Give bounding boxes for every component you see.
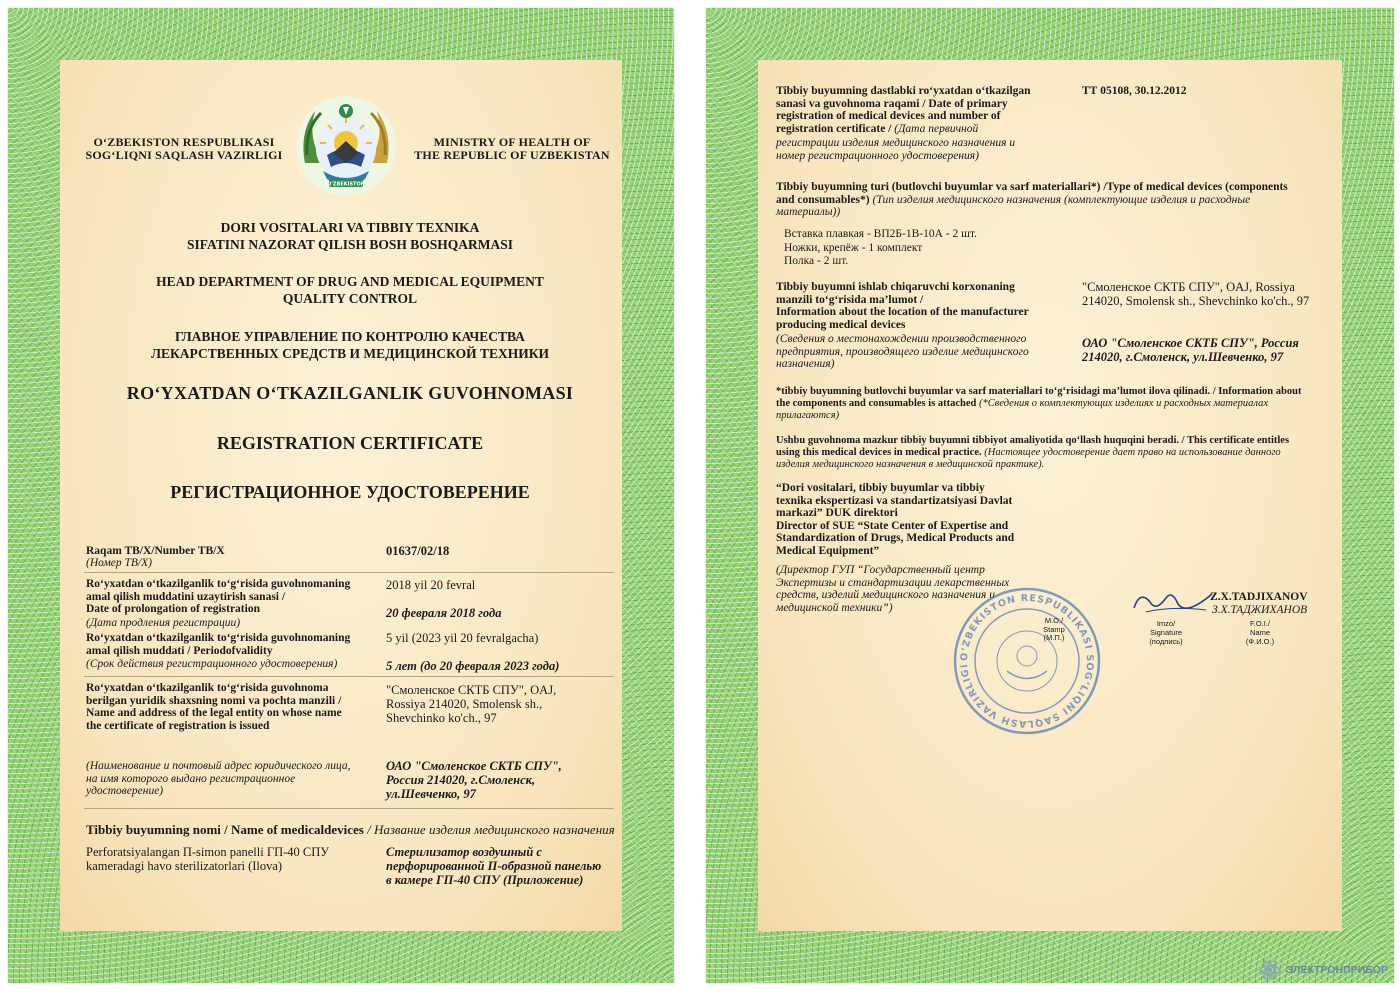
device-name-uz-line: kameradagi havo sterilizatorlari (Ilova) [86, 859, 283, 873]
header-right-line: THE REPUBLIC OF UZBEKISTAN [414, 148, 610, 162]
official-stamp-icon [952, 586, 1102, 736]
director-ru-line: (Директор ГУП “Государственный центр [776, 564, 985, 576]
signature-caption [1141, 619, 1191, 646]
title-uz: RO‘YXATDAN O‘TKAZILGANLIK GUVOHNOMASI [126, 383, 574, 403]
manufacturer-value [1082, 280, 1332, 308]
prolong-value-ru: 20 февраля 2018 года [386, 606, 502, 620]
director-line: Director of SUE “State Center of Expertise and [776, 519, 1009, 532]
manufacturer-label-line: Tibbiy buyumni ishlab chiqaruvchi korxonaning [776, 281, 1015, 293]
entity-label-ru [86, 760, 376, 798]
header-left-line: SOG‘LIQNI SAQLASH VAZIRLIGI [85, 148, 283, 162]
note-line: the components and consumables is attached [776, 398, 977, 409]
entity-value [386, 683, 606, 725]
device-name-ru-line: перфорированной П-образной панелью [386, 859, 602, 873]
number-label: Raqam TB/X/Number TB/X [86, 545, 225, 557]
entity-value-line: "Смоленское СКТБ СПУ", OAJ, [386, 683, 557, 697]
director-ru-line: Экспертизы и стандартизации лекарственных [776, 576, 1010, 589]
manufacturer-label-line: producing medical devices [776, 318, 906, 331]
header-left-line: O‘ZBEKISTON RESPUBLIKASI [93, 135, 275, 149]
director-ru-line: медицинской техники”) [776, 601, 893, 614]
device-heading-text: Tibbiy buyumning nomi / Name of medicaldevices [86, 822, 364, 837]
stamp-caption [1034, 617, 1074, 643]
dept-ru-line: ЛЕКАРСТВЕННЫХ СРЕДСТВ И МЕДИЦИНСКОЙ ТЕХНИКИ [150, 346, 550, 361]
validity-label [86, 632, 376, 657]
device-heading-ru: / Название изделия медицинского назначения [367, 822, 615, 837]
list-item: Вставка плавкая - ВП2Б-1В-10А - 2 шт. [784, 228, 977, 240]
note-line: using this medical devices in medical practice. [776, 447, 982, 458]
note-ru: прилагаются) [776, 410, 840, 421]
list-item: Полка - 2 шт. [784, 255, 849, 267]
manufacturer-label [776, 281, 1066, 331]
validity-value: 5 yil (2023 yil 20 fevralgacha) [386, 631, 539, 645]
watermark-text: ЭЛЕКТРОНПРИБОР [1286, 964, 1388, 976]
list-item: Ножки, крепёж - 1 комплект [784, 241, 923, 254]
entity-value-line: Rossiya 214020, Smolensk sh., [386, 697, 543, 711]
type-label [776, 181, 1316, 219]
primary-label-ru-line: номер регистрационного удостоверения) [776, 149, 979, 162]
name-caption-line: (Ф.И.О.) [1245, 637, 1275, 646]
manufacturer-value-ru-line: 214020, г.Смоленск, ул.Шевченко, 97 [1082, 350, 1284, 364]
entity-label [86, 682, 376, 732]
prolong-value: 2018 yil 20 fevral [386, 578, 476, 592]
manufacturer-value-line: "Смоленское СКТБ СПУ", OAJ, Rossiya [1082, 280, 1295, 294]
manufacturer-label-ru-line: назначения) [776, 358, 835, 371]
manufacturer-label-ru-line: (Сведения о местонахождении производственного [776, 333, 1027, 345]
header-right [412, 136, 612, 162]
title-en: REGISTRATION CERTIFICATE [216, 433, 484, 453]
validity-label-ru: (Срок действия регистрационного удостоверения) [86, 658, 338, 670]
dept-uz-line: DORI VOSITALARI VA TIBBIY TEXNIKA [220, 220, 480, 235]
entity-label-ru-line: (Наименование и почтовый адрес юридического лица, [86, 760, 351, 772]
manufacturer-label-line: manzili to‘g‘risida ma’lumot / [776, 293, 924, 306]
director-ru-line: средств, изделий медицинского назначения и [776, 589, 995, 602]
note-line: *tibbiy buyumning butlovchi buyumlar va sarf materiallari to‘g‘risidagi ma’lumot ilova qilinadi. / Information about [776, 386, 1302, 397]
primary-label-ru: (Дата первичной [894, 122, 979, 135]
signatory-name-ru: З.Х.ТАДЖИХАНОВ [1212, 604, 1308, 616]
signature-caption-line: Signature [1149, 628, 1183, 637]
director-title [776, 482, 1036, 558]
name-caption [1240, 619, 1280, 646]
device-name-ru-line: Стерилизатор воздушный с [386, 845, 542, 859]
manufacturer-label-ru [776, 333, 1066, 371]
director-line: “Dori vositalari, tibbiy buyumlar va tibbiy [776, 482, 985, 494]
director-line: markazi” DUK direktori [776, 507, 898, 520]
director-line: texnika ekspertizasi va standartizatsiyasi Davlat [776, 494, 1013, 507]
dept-ru-line: ГЛАВНОЕ УПРАВЛЕНИЕ ПО КОНТРОЛЮ КАЧЕСТВА [175, 329, 525, 344]
type-label-line: and consumables*) [776, 193, 870, 206]
primary-value: ТТ 05108, 30.12.2012 [1082, 85, 1187, 97]
signature-icon [1126, 582, 1216, 622]
primary-label-ru-block [776, 137, 1076, 162]
entity-label-ru-line: удостоверение) [86, 785, 164, 797]
dept-en-line: QUALITY CONTROL [282, 291, 418, 306]
entity-value-ru-line: Россия 214020, г.Смоленск, [386, 773, 536, 787]
dept-uz-line: SIFATINI NAZORAT QILISH BOSH BOSHQARMASI [186, 237, 514, 252]
stamp-ring-text: O‘ZBEKISTON RESPUBLIKASI SOG‘LIQNI SAQLASH VAZIRLIGI [958, 592, 1096, 730]
validity-label-line: amal qilish muddati / Periodofvalidity [86, 644, 273, 657]
manufacturer-label-ru-line: предприятия, производящего изделие медицинского [776, 345, 1029, 358]
entity-label-line: berilgan yuridik shaxsning nomi va pochta manzili / [86, 694, 342, 707]
device-name-uz [86, 845, 376, 873]
manufacturer-value-ru-line: ОАО "Смоленское СКТБ СПУ", Россия [1082, 336, 1299, 350]
manufacturer-label-line: Information about the location of the manufacturer [776, 306, 1029, 319]
note-ru: (Настоящее удостоверение дает право на использование данного [984, 447, 1281, 458]
primary-label [776, 85, 1076, 135]
rights-note [776, 435, 1326, 471]
watermark-logo [1258, 958, 1398, 982]
header-right-line: MINISTRY OF HEALTH OF [433, 135, 591, 149]
emblem-text: O'ZBEKISTON [327, 181, 365, 188]
entity-label-ru-line: на имя которого выдано регистрационное [86, 772, 296, 785]
prolong-label-line: amal qilish muddatini uzaytirish sanasi / [86, 590, 286, 603]
type-label-line: Tibbiy buyumning turi (butlovchi buyumlar va sarf materiallari*) /Type of medical devices (components [776, 181, 1288, 193]
validity-label-line: Ro‘yxatdan o‘tkazilganlik to‘g‘risida guvohnomaning [86, 632, 351, 644]
entity-value-ru-line: ул.Шевченко, 97 [386, 787, 476, 801]
entity-label-line: Name and address of the legal entity on whose name [86, 707, 342, 719]
type-label-ru: материалы)) [776, 206, 841, 219]
prolong-label-ru: (Дата продления регистрации) [86, 617, 241, 629]
director-line: Standardization of Drugs, Medical Products and [776, 532, 1015, 545]
state-emblem-icon [293, 93, 399, 199]
signature-caption-line: (подпись) [1149, 637, 1183, 646]
dept-ru [100, 328, 600, 362]
number-label-ru: (Номер ТВ/Х) [86, 557, 152, 569]
certificate-number: 01637/02/18 [386, 544, 450, 558]
manufacturer-value-ru [1082, 336, 1332, 364]
stamp-caption-line: Stamp [1043, 624, 1065, 634]
note-ru: изделия медицинского назначения в медицинской практике). [776, 459, 1045, 470]
device-name-uz-line: Perforatsiyalangan П-simon panelli ГП-40 СПУ [86, 845, 330, 859]
dept-uz [110, 219, 590, 253]
svg-text:O‘ZBEKISTON RESPUBLIKASI SOG‘L [959, 593, 1095, 729]
device-name-ru-line: в камере ГП-40 СПУ (Приложение) [386, 873, 584, 887]
device-name-ru [386, 845, 626, 887]
director-line: Medical Equipment” [776, 544, 880, 557]
title-ru: РЕГИСТРАЦИОННОЕ УДОСТОВЕРЕНИЕ [170, 482, 530, 502]
components-list [784, 228, 1084, 269]
dept-en [110, 273, 590, 307]
header-left [84, 136, 284, 162]
prolong-label-line: Ro‘yxatdan o‘tkazilganlik to‘g‘risida guvohnomaning [86, 578, 351, 590]
note-line: Ushbu guvohnoma mazkur tibbiy buyumni tibbiyot amaliyotida qo‘llash huquqini beradi. / This certificate entitles [776, 435, 1290, 446]
signature-caption-line: Imzo/ [1156, 619, 1176, 628]
entity-value-ru-line: ОАО "Смоленское СКТБ СПУ", [386, 759, 562, 773]
stamp-caption-line: M.O./ [1044, 616, 1064, 625]
primary-label-line: sanasi va guvohnoma raqami / Date of primary [776, 97, 1008, 110]
prolong-label [86, 578, 376, 616]
validity-value-ru: 5 лет (до 20 февраля 2023 года) [386, 659, 560, 673]
stamp-caption-line: (M.П.) [1043, 633, 1065, 642]
note-ru: (*Сведения о комплектующих изделиях и расходных материалах [979, 398, 1269, 409]
entity-label-line: the certificate of registration is issued [86, 719, 270, 732]
entity-value-line: Shevchinko ko'ch., 97 [386, 711, 497, 725]
entity-value-ru [386, 759, 606, 801]
signatory-name: Z.X.TADJIXANOV [1210, 591, 1308, 603]
primary-label-ru-line: регистрации изделия медицинского назначения и [776, 137, 1016, 149]
manufacturer-value-line: 214020, Smolensk sh., Shevchinko ko'ch., 97 [1082, 294, 1310, 308]
primary-label-line: Tibbiy buyumning dastlabki ro‘yxatdan o‘tkazilgan [776, 85, 1031, 97]
primary-label-line: registration certificate / [776, 122, 892, 135]
components-note [776, 386, 1326, 422]
prolong-label-line: Date of prolongation of registration [86, 603, 260, 615]
dept-en-line: HEAD DEPARTMENT OF DRUG AND MEDICAL EQUIPMENT [156, 274, 544, 289]
entity-label-line: Ro‘yxatdan o‘tkazilganlik to‘g‘risida guvohnoma [86, 682, 329, 694]
name-caption-line: F.O.I./ [1249, 619, 1270, 628]
type-label-ru: (Тип изделия медицинского назначения (комплектующие изделия и расходные [872, 193, 1251, 206]
primary-label-line: registration of medical devices and number of [776, 110, 1001, 123]
atom-icon [1258, 959, 1282, 981]
name-caption-line: Name [1249, 628, 1270, 637]
device-heading [86, 822, 626, 838]
